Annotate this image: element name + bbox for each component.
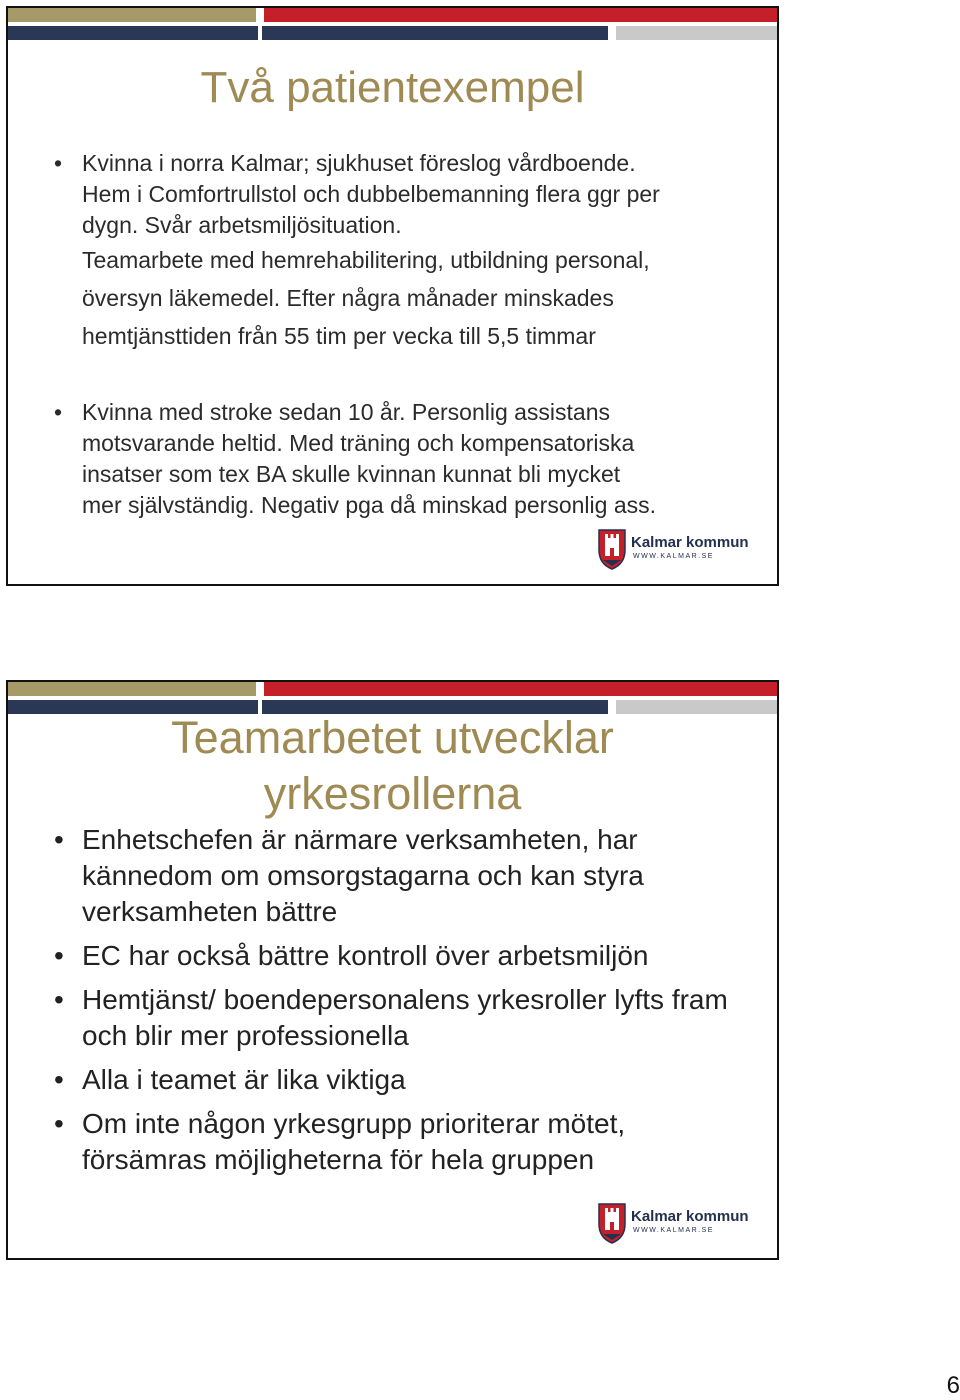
bullet-line: mer självständig. Negativ pga då minskad personlig ass.	[82, 492, 657, 518]
bullet-marker: •	[54, 1108, 64, 1139]
header-red-stripe	[264, 682, 777, 696]
bullet-item	[54, 822, 757, 930]
bullet-text: Om inte någon yrkesgrupp prioriterar mötet, försämras möjligheterna för hela gruppen	[82, 1108, 626, 1175]
bullet-line: översyn läkemedel. Efter några månader minskades	[82, 285, 614, 311]
page-number: 6	[946, 1372, 960, 1399]
bullet-line: Kvinna i norra Kalmar; sjukhuset föreslog vårdboende.	[82, 150, 636, 176]
bullet-list	[54, 822, 757, 1186]
bullet-item	[54, 1106, 757, 1178]
bullet-item	[54, 982, 757, 1054]
bullet-text: Hemtjänst/ boendepersonalens yrkesroller lyfts fram och blir mer professionella	[82, 984, 728, 1051]
bullet-line: hemtjänsttiden från 55 tim per vecka till 5,5 timmar	[82, 323, 596, 349]
logo-text: Kalmar kommun	[631, 534, 749, 551]
header-olive-stripe	[8, 682, 256, 696]
kalmar-kommun-logo	[597, 1202, 749, 1246]
bullet-text: Alla i teamet är lika viktiga	[82, 1064, 406, 1095]
logo-text: Kalmar kommun	[631, 1208, 749, 1225]
bullet-item	[54, 1062, 757, 1098]
bullet-line: Hem i Comfortrullstol och dubbelbemanning flera ggr per	[82, 181, 660, 207]
bullet-line: motsvarande heltid. Med träning och kompensatoriska	[82, 430, 635, 456]
bullet-line: Teamarbete med hemrehabilitering, utbildning personal,	[82, 247, 650, 273]
bullet-line: Kvinna med stroke sedan 10 år. Personlig assistans	[82, 399, 611, 425]
bullet-marker: •	[54, 399, 63, 425]
kalmar-kommun-logo	[597, 528, 749, 572]
header-navy-stripe	[8, 26, 608, 40]
slide-2	[6, 680, 779, 1260]
bullet-line: insatser som tex BA skulle kvinnan kunnat bli mycket	[82, 461, 621, 487]
slide-title: Teamarbetet utvecklar yrkesrollerna	[171, 712, 614, 819]
bullet-list	[54, 148, 757, 521]
header-divider	[258, 8, 262, 40]
bullet-item	[54, 397, 757, 521]
bullet-text: Enhetschefen är närmare verksamheten, har kännedom om omsorgstagarna och kan styra verksamheten bättre	[82, 824, 644, 927]
bullet-line: dygn. Svår arbetsmiljösituation.	[82, 212, 402, 238]
bullet-text: EC har också bättre kontroll över arbetsmiljön	[82, 940, 649, 971]
logo-url: WWW.KALMAR.SE	[633, 553, 714, 560]
bullet-marker: •	[54, 940, 64, 971]
slide-header-bar	[8, 8, 777, 44]
coat-of-arms-icon	[597, 528, 627, 570]
bullet-item	[54, 938, 757, 974]
bullet-marker: •	[54, 1064, 64, 1095]
header-gray-stripe	[616, 26, 777, 40]
slide-1	[6, 6, 779, 586]
bullet-marker: •	[54, 984, 64, 1015]
bullet-item	[54, 148, 757, 355]
header-olive-stripe	[8, 8, 256, 22]
coat-of-arms-icon	[597, 1202, 627, 1244]
bullet-marker: •	[54, 824, 64, 855]
slide-title: Två patientexempel	[200, 63, 585, 112]
bullet-marker: •	[54, 150, 63, 176]
logo-url: WWW.KALMAR.SE	[633, 1227, 714, 1234]
header-red-stripe	[264, 8, 777, 22]
